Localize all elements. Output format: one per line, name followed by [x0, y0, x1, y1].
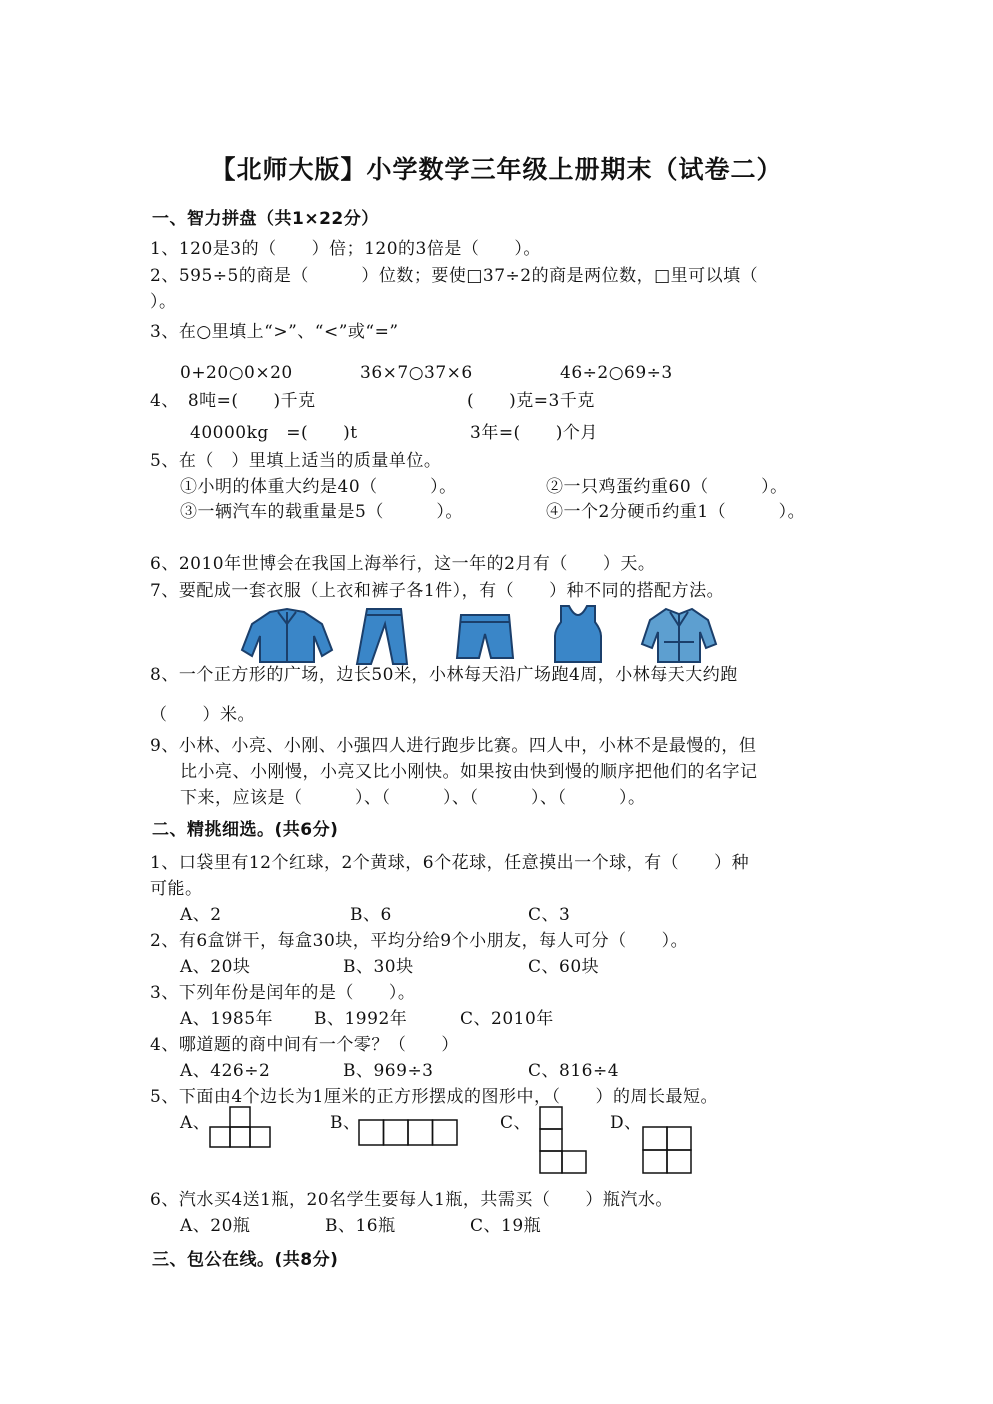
question-2-2: 2、有6盒饼干，每盒30块，平均分给9个小朋友，每人可分（ ）。 [150, 931, 689, 951]
square-figure-a [208, 1106, 272, 1148]
option-2-5-d: D、 [610, 1113, 642, 1133]
question-1-8: 8、一个正方形的广场，边长50米，小林每天沿广场跑4周，小林每天大约跑 [150, 665, 738, 685]
question-1-5-1: ①小明的体重大约是40（ ）。 [180, 477, 457, 497]
shorts-icon [455, 612, 515, 662]
page-title: 【北师大版】小学数学三年级上册期末（试卷二） [210, 155, 783, 184]
option-2-6-c: C、19瓶 [470, 1216, 542, 1236]
option-2-4-c: C、816÷4 [528, 1061, 620, 1081]
question-1-4c: 40000kg =( )t [190, 423, 358, 443]
option-2-2-c: C、60块 [528, 957, 600, 977]
compare-item-2: 36×7○37×6 [360, 363, 473, 383]
question-1-5: 5、在（ ）里填上适当的质量单位。 [150, 451, 442, 471]
question-1-2: 2、595÷5的商是（ ）位数；要使□37÷2的商是两位数，□里可以填（ [150, 266, 759, 286]
question-1-3: 3、在○里填上“>”、“<”或“=” [150, 322, 399, 342]
question-1-9: 9、小林、小亮、小刚、小强四人进行跑步比赛。四人中，小林不是最慢的，但 [150, 736, 757, 756]
option-2-2-a: A、20块 [180, 957, 251, 977]
jacket-icon [240, 606, 335, 664]
square-figure-d [642, 1126, 692, 1174]
question-1-1: 1、120是3的（ ）倍；120的3倍是（ ）。 [150, 239, 541, 259]
option-2-4-a: A、426÷2 [180, 1061, 271, 1081]
option-2-3-a: A、1985年 [180, 1009, 274, 1029]
option-2-6-b: B、16瓶 [325, 1216, 396, 1236]
question-1-8-cont: （ ）米。 [150, 705, 255, 725]
square-figure-b [358, 1119, 458, 1147]
compare-item-1: 0+20○0×20 [180, 363, 293, 383]
option-2-5-c: C、 [500, 1113, 532, 1133]
question-1-4a: 4、 8吨=( )千克 [150, 391, 316, 411]
option-2-1-b: B、6 [350, 905, 392, 925]
option-2-3-b: B、1992年 [314, 1009, 408, 1029]
question-1-2-cont: ）。 [150, 292, 177, 312]
vest-icon [553, 604, 603, 664]
option-2-5-b: B、 [330, 1113, 361, 1133]
trousers-icon [355, 606, 410, 666]
question-2-1-cont: 可能。 [150, 879, 203, 899]
question-1-9-line3: 下来，应该是（ ）、（ ）、（ ）、（ ）。 [180, 788, 646, 808]
section-2-heading: 二、精挑细选。(共6分) [152, 820, 339, 840]
question-1-9-line2: 比小亮、小刚慢，小亮又比小刚快。如果按由快到慢的顺序把他们的名字记 [180, 762, 758, 782]
question-1-4d: 3年=( )个月 [470, 423, 598, 443]
question-2-6: 6、汽水买4送1瓶，20名学生要每人1瓶，共需买（ ）瓶汽水。 [150, 1190, 673, 1210]
option-2-2-b: B、30块 [343, 957, 414, 977]
compare-item-3: 46÷2○69÷3 [560, 363, 673, 383]
question-1-5-4: ④一个2分硬币约重1（ ）。 [546, 502, 806, 522]
square-figure-c [539, 1106, 589, 1174]
section-1-heading: 一、智力拼盘（共1×22分） [152, 209, 379, 229]
question-1-4b: ( )克=3千克 [467, 391, 595, 411]
question-1-7: 7、要配成一套衣服（上衣和裤子各1件），有（ ）种不同的搭配方法。 [150, 581, 725, 601]
question-1-5-3: ③一辆汽车的载重量是5（ ）。 [180, 502, 463, 522]
option-2-3-c: C、2010年 [460, 1009, 554, 1029]
option-2-1-a: A、2 [180, 905, 222, 925]
question-2-5: 5、下面由4个边长为1厘米的正方形摆成的图形中，（ ）的周长最短。 [150, 1087, 718, 1107]
option-2-4-b: B、969÷3 [343, 1061, 434, 1081]
question-1-6: 6、2010年世博会在我国上海举行，这一年的2月有（ ）天。 [150, 554, 656, 574]
question-2-4: 4、哪道题的商中间有一个零？（ ） [150, 1035, 459, 1055]
section-3-heading: 三、包公在线。(共8分) [152, 1250, 339, 1270]
coat-icon [640, 606, 718, 664]
option-2-5-a: A、 [180, 1113, 211, 1133]
question-2-3: 3、下列年份是闰年的是（ ）。 [150, 983, 416, 1003]
question-1-5-2: ②一只鸡蛋约重60（ ）。 [546, 477, 788, 497]
option-2-1-c: C、3 [528, 905, 571, 925]
question-2-1: 1、口袋里有12个红球，2个黄球，6个花球，任意摸出一个球，有（ ）种 [150, 853, 750, 873]
option-2-6-a: A、20瓶 [180, 1216, 251, 1236]
